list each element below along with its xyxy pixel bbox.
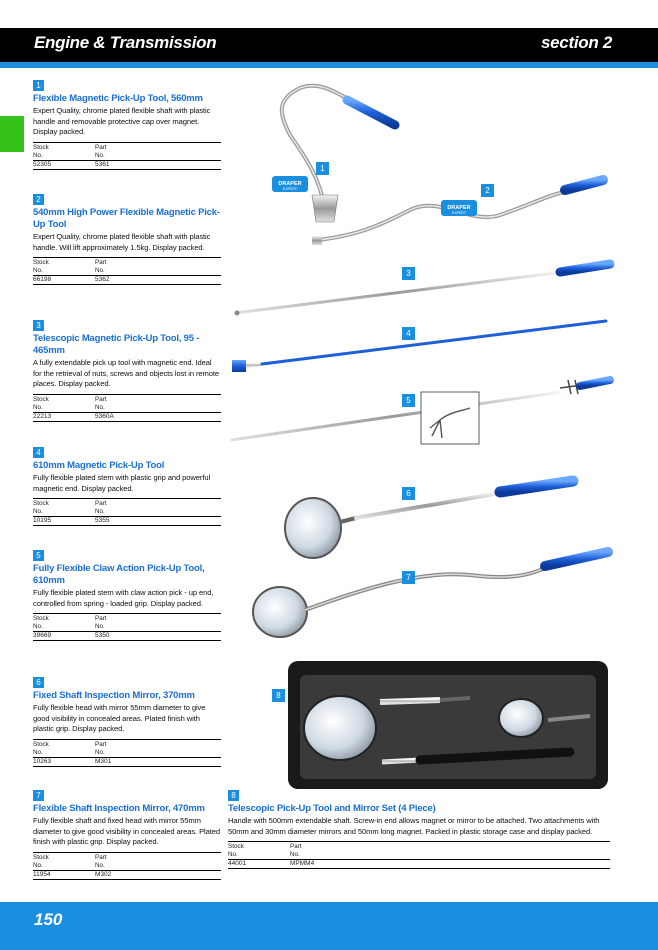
- part-no-header: Part No.: [95, 500, 107, 515]
- part-no-header: Part No.: [95, 853, 107, 869]
- product-number-badge: 6: [33, 677, 44, 688]
- logo-sub-text: EXPERT: [452, 211, 466, 215]
- product-number-badge: 3: [33, 320, 44, 331]
- product-number-badge: 8: [228, 790, 239, 801]
- product-title: Fully Flexible Claw Action Pick-Up Tool, 610mm: [33, 563, 205, 586]
- part-no-value: M302: [95, 870, 112, 878]
- stock-no-header: Stock No.: [228, 843, 244, 858]
- tool-8-mirror-set-case: [288, 661, 608, 789]
- part-no-header: Part No.: [290, 843, 302, 858]
- image-badge-4: 4: [402, 327, 415, 340]
- product-number-badge: 2: [33, 194, 44, 205]
- section-label: section 2: [541, 33, 612, 52]
- tool-3-telescopic-magnetic-pickup: [235, 264, 611, 316]
- logo-sub-text: EXPERT: [283, 187, 297, 191]
- stock-no-header: Stock No.: [33, 615, 49, 630]
- page-title: Engine & Transmission: [34, 33, 217, 52]
- product-title: Telescopic Magnetic Pick-Up Tool, 95 - 465mm: [33, 333, 200, 356]
- product-description: Fully flexible plated stem with plastic grip and powerful magnetic end. Display packed.: [33, 473, 211, 493]
- stock-no-value: 52305: [33, 160, 52, 168]
- part-no-value: 5360A: [95, 412, 114, 420]
- image-badge-7: 7: [402, 571, 415, 584]
- part-no-value: 5362: [95, 276, 110, 283]
- draper-logo-2: [441, 200, 477, 216]
- part-no-value: MPMM4: [290, 860, 315, 867]
- page-footer: [0, 902, 658, 950]
- part-no-header: Part No.: [95, 615, 107, 630]
- stock-no-value: 10263: [33, 757, 52, 765]
- product-description: Fully flexible plated stem with claw action pick - up end, controlled from spring - loaded grip. Display packed.: [33, 588, 214, 608]
- product-title: Fixed Shaft Inspection Mirror, 370mm: [33, 690, 195, 701]
- part-no-header: Part No.: [95, 143, 107, 159]
- image-badge-5: 5: [402, 394, 415, 407]
- stock-no-value: 66198: [33, 276, 52, 283]
- product-description: Expert Quality, chrome plated flexible shaft with plastic handle. Will lift approximately 1.5kg. Display packed.: [33, 232, 211, 252]
- part-no-value: 5355: [95, 517, 110, 524]
- part-no-header: Part No.: [95, 395, 107, 411]
- stock-no-header: Stock No.: [33, 740, 49, 756]
- product-number-badge: 5: [33, 550, 44, 561]
- stock-no-value: 22213: [33, 412, 52, 420]
- tool-6-fixed-shaft-mirror: [285, 481, 573, 558]
- part-no-value: M301: [95, 757, 112, 765]
- product-title: 540mm High Power Flexible Magnetic Pick-Up Tool: [33, 207, 220, 230]
- stock-no-value: 11954: [33, 870, 51, 878]
- product-title: 610mm Magnetic Pick-Up Tool: [33, 460, 165, 471]
- stock-no-header: Stock No.: [33, 143, 49, 159]
- image-badge-6: 6: [402, 487, 415, 500]
- logo-brand-text: DRAPER: [447, 205, 471, 211]
- product-number-badge: 7: [33, 790, 44, 801]
- stock-no-value: 10195: [33, 517, 52, 524]
- part-no-value: 5350: [95, 632, 110, 639]
- product-description: A fully extendable pick up tool with magnetic end. Ideal for the retrieval of nuts, screws and objects lost in remote places. Display packed.: [33, 358, 220, 388]
- page-number: 150: [34, 910, 63, 929]
- tool-4-magnetic-pickup: [232, 321, 606, 372]
- product-title: Flexible Shaft Inspection Mirror, 470mm: [33, 803, 205, 814]
- product-description: Handle with 500mm extendable shaft. Screw-in end allows magnet or mirror to be attached. Two attachments with 50mm and 30mm diameter mirrors and 50mm long magnet. Packed in plastic storage case and display packed.: [228, 816, 600, 836]
- stock-no-header: Stock No.: [33, 500, 49, 515]
- draper-logo-1: [272, 176, 308, 192]
- product-description: Fully flexible head with mirror 55mm diameter to give good visibility in concealed areas. Plated finish with plastic grip. Display packed.: [33, 703, 206, 733]
- image-badge-8: 8: [272, 689, 285, 702]
- product-number-badge: 4: [33, 447, 44, 458]
- product-description: Expert Quality, chrome plated flexible shaft with plastic handle and removable protective cap over magnet. Display packed.: [33, 106, 211, 136]
- product-title: Flexible Magnetic Pick-Up Tool, 560mm: [33, 93, 203, 104]
- product-description: Fully flexible shaft and fixed head with mirror 55mm diameter to give good visibility in concealed areas. Plated finish with plastic grip. Display packed.: [33, 816, 221, 846]
- stock-no-header: Stock No.: [33, 853, 49, 869]
- part-no-value: 5361: [95, 160, 110, 168]
- stock-no-header: Stock No.: [33, 259, 49, 274]
- part-no-header: Part No.: [95, 259, 107, 274]
- part-no-header: Part No.: [95, 740, 107, 756]
- tool-5-claw-pickup: [232, 380, 610, 444]
- tool-7-flexible-shaft-mirror: [253, 552, 608, 637]
- product-title: Telescopic Pick-Up Tool and Mirror Set (4 Piece): [228, 803, 436, 814]
- stock-no-value: 39669: [33, 632, 52, 639]
- product-number-badge: 1: [33, 80, 44, 91]
- image-badge-1: 1: [316, 162, 329, 175]
- image-badge-3: 3: [402, 267, 415, 280]
- image-badge-2: 2: [481, 184, 494, 197]
- stock-no-value: 44001: [228, 860, 247, 867]
- tool-1-flexible-magnetic-pickup: [282, 86, 395, 222]
- logo-brand-text: DRAPER: [278, 181, 302, 187]
- stock-no-header: Stock No.: [33, 395, 49, 411]
